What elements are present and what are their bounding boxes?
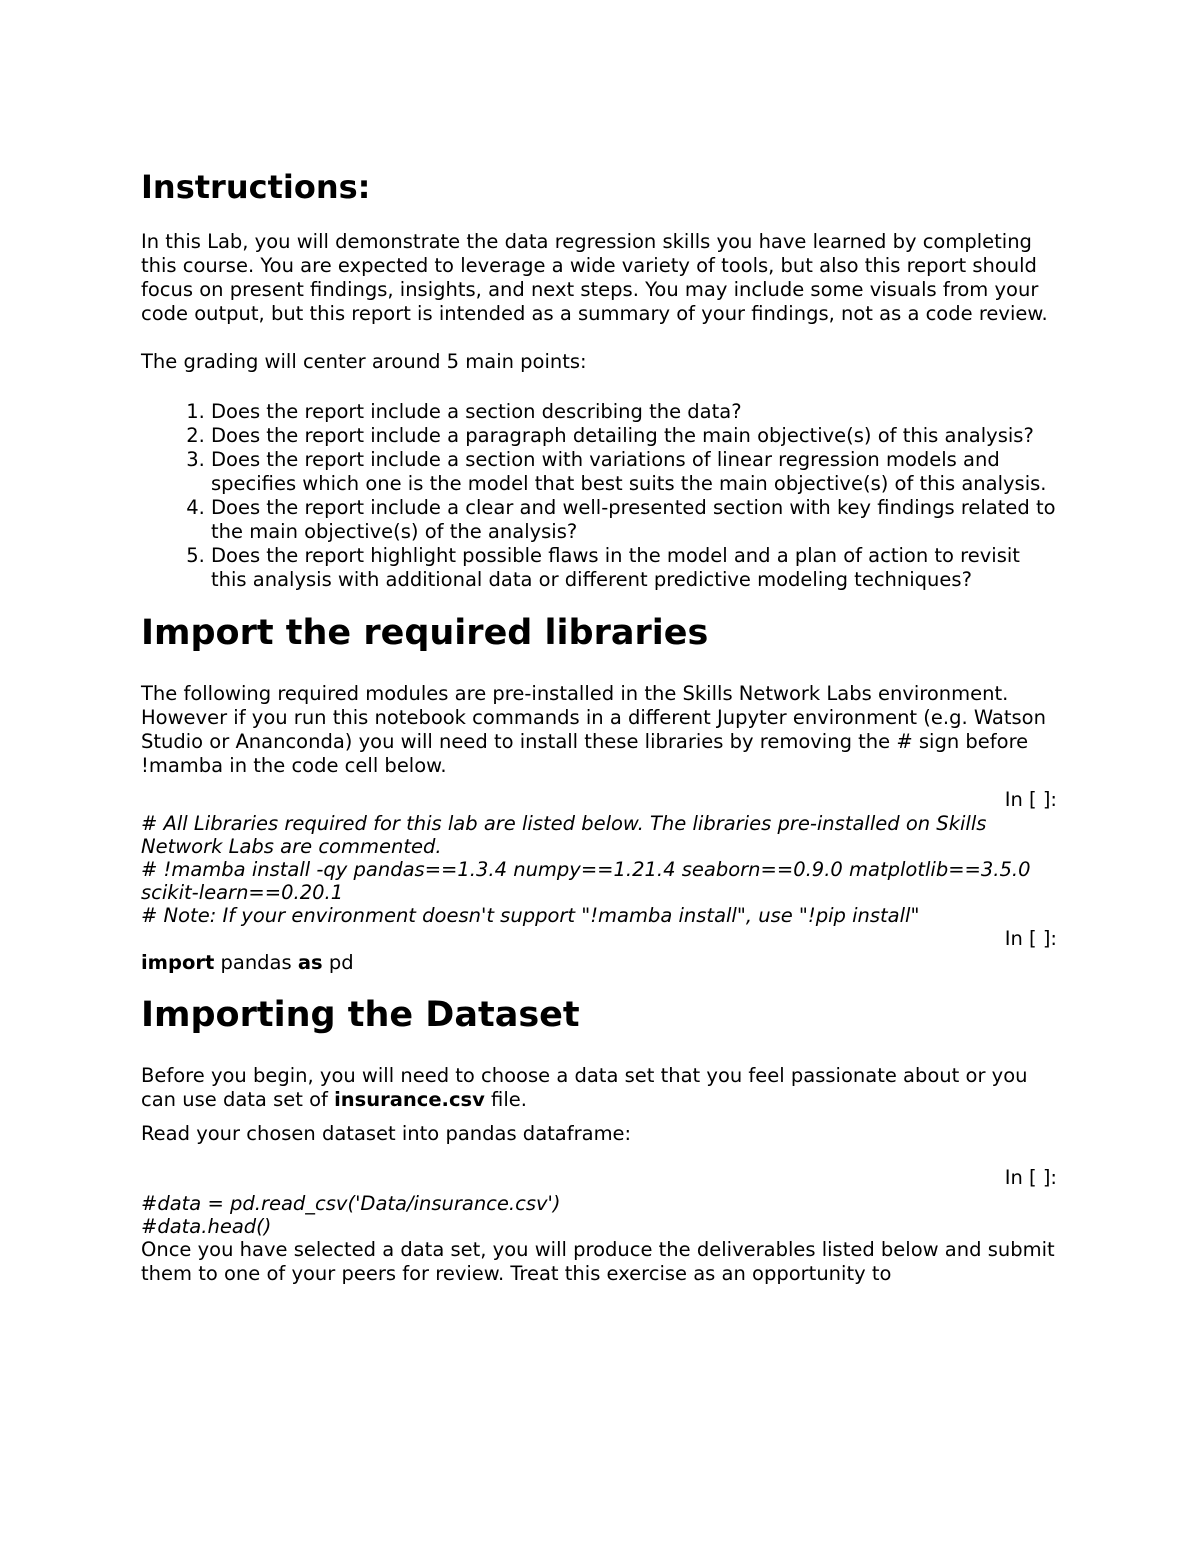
dataset-intro-end: file.	[484, 1088, 527, 1112]
grading-point: 1. Does the report include a section describing the data?	[211, 400, 1061, 424]
grading-point: 3. Does the report include a section with variations of linear regression models and specifies which one is the model that best suits the main objective(s) of this analysis.	[211, 448, 1061, 496]
code-line: #data = pd.read_csv('Data/insurance.csv')	[141, 1192, 561, 1216]
grading-points-list	[141, 400, 1061, 592]
code-keyword: import	[141, 951, 215, 975]
grading-lead: The grading will center around 5 main points:	[141, 350, 587, 374]
dataset-intro-start: Before you begin, you will need to choose a data set that you feel passionate about or you can use data set of	[141, 1064, 1028, 1112]
grading-point: 4. Does the report include a clear and well-presented section with key findings related to the main objective(s) of the analysis?	[211, 496, 1061, 544]
code-cell-read-csv[interactable]	[141, 1192, 1061, 1238]
libraries-heading: Import the required libraries	[141, 613, 709, 654]
dataset-intro	[141, 1064, 1061, 1112]
libraries-intro: The following required modules are pre-installed in the Skills Network Labs environment. However if you run this notebook commands in a different Jupyter environment (e.g. Watson Studio or Ananconda) you will need to install these libraries by removing the # sign before !mamba in the code cell below.	[141, 682, 1046, 778]
instructions-intro: In this Lab, you will demonstrate the data regression skills you have learned by completing this course. You are expected to leverage a wide variety of tools, but also this report should focus on present findings, insights, and next steps. You may include some visuals from your code output, but this report is intended as a summary of your findings, not as a code review.	[141, 230, 1048, 326]
code-cell-libraries[interactable]	[141, 812, 1061, 927]
code-text: pd	[322, 951, 354, 975]
code-text: pandas	[214, 951, 298, 975]
code-keyword: as	[297, 951, 323, 975]
code-line: # !mamba install -qy pandas==1.3.4 numpy==1.21.4 seaborn==0.9.0 matplotlib==3.5.0 scikit-learn==0.20.1	[141, 858, 1031, 905]
code-line: #data.head()	[141, 1215, 272, 1239]
grading-point: 5. Does the report highlight possible flaws in the model and a plan of action to revisit this analysis with additional data or different predictive modeling techniques?	[211, 544, 1061, 592]
dataset-filename: insurance.csv	[334, 1088, 485, 1112]
code-cell-prompt: In [ ]:	[1004, 927, 1057, 951]
code-line: # Note: If your environment doesn't support "!mamba install", use "!pip install"	[141, 904, 920, 928]
dataset-closing: Once you have selected a data set, you will produce the deliverables listed below and submit them to one of your peers for review. Treat this exercise as an opportunity to	[141, 1238, 1055, 1286]
code-cell-import[interactable]	[141, 951, 1061, 974]
dataset-heading: Importing the Dataset	[141, 995, 580, 1036]
code-line: # All Libraries required for this lab are listed below. The libraries pre-installed on Skills Network Labs are commented.	[141, 812, 987, 859]
document-page	[141, 168, 1061, 1286]
grading-point: 2. Does the report include a paragraph detailing the main objective(s) of this analysis?	[211, 424, 1061, 448]
read-dataset-lead: Read your chosen dataset into pandas dataframe:	[141, 1122, 632, 1146]
code-cell-prompt: In [ ]:	[1004, 1166, 1057, 1190]
instructions-heading: Instructions:	[141, 168, 371, 206]
code-cell-prompt: In [ ]:	[1004, 788, 1057, 812]
